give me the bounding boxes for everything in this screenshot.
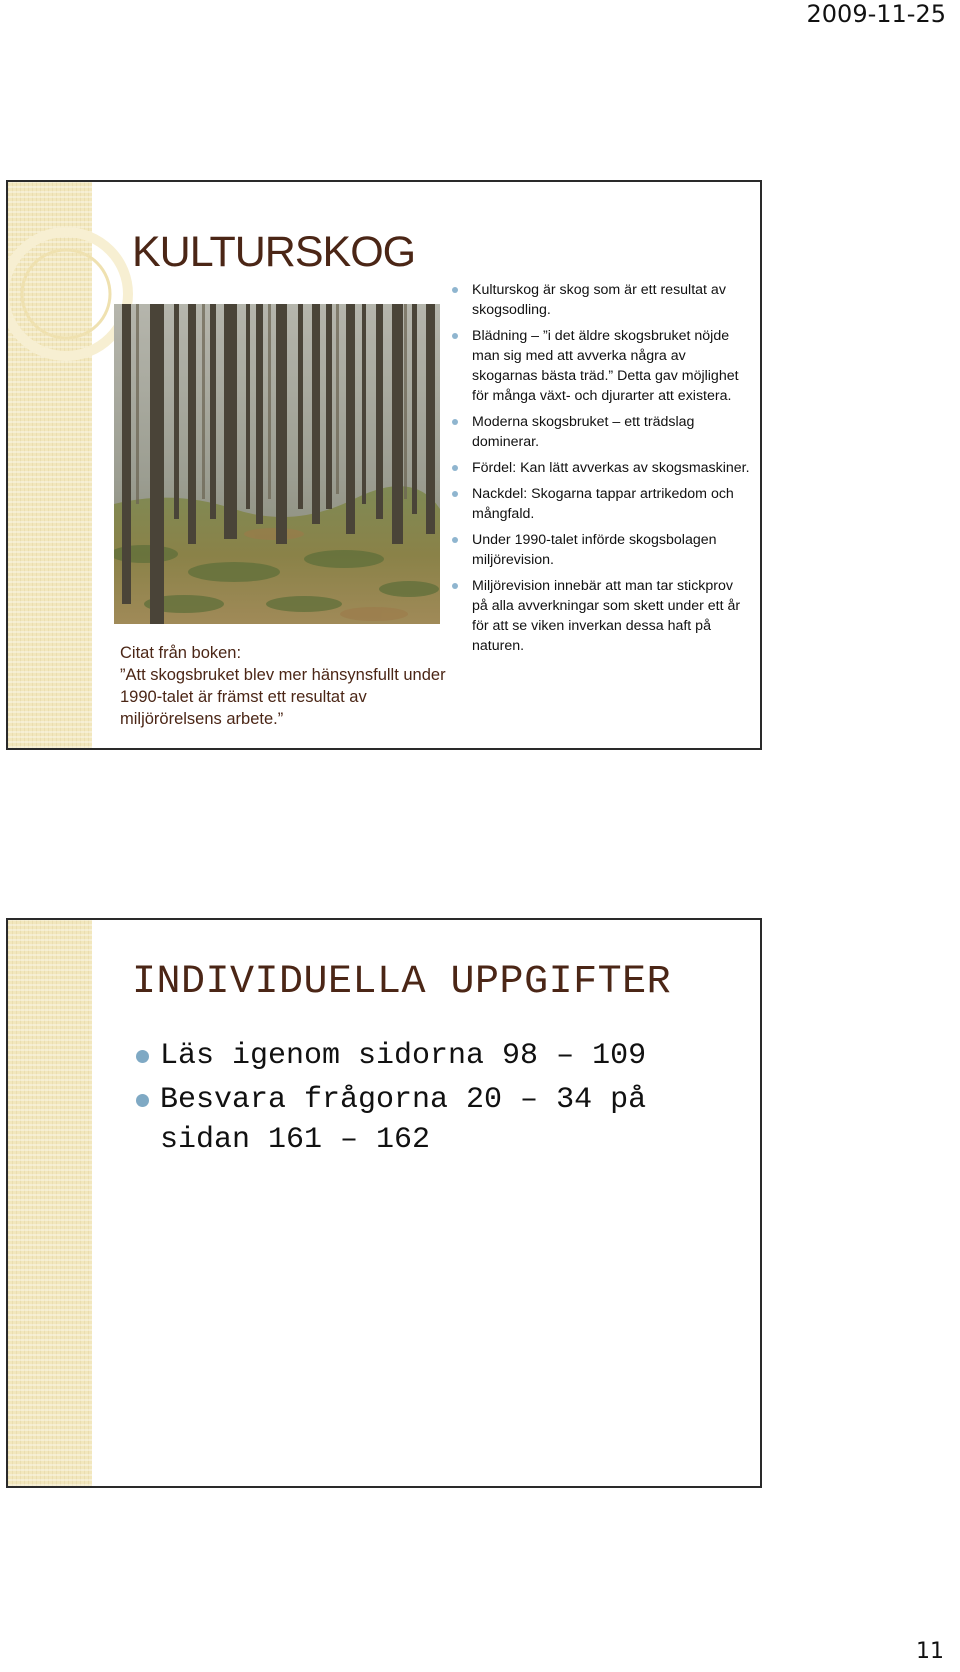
bullet-item: Kulturskog är skog som är ett resultat av skogsodling.	[452, 280, 752, 320]
bullet-item: Moderna skogsbruket – ett trädslag dominerar.	[452, 412, 752, 452]
bullet-item: Under 1990-talet införde skogsbolagen miljörevision.	[452, 530, 752, 570]
task-list	[136, 1036, 746, 1164]
quote-label: Citat från boken:	[120, 644, 242, 662]
page-number: 11	[916, 1639, 944, 1664]
bullet-item: Blädning – ”i det äldre skogsbruket nöjde man sig med att avverka några av skogarnas bästa träd.” Detta gav möjlighet för många växt- och djurarter att existera.	[452, 326, 752, 406]
forest-photo	[114, 304, 440, 624]
task-item: Besvara frågorna 20 – 34 på sidan 161 – 162	[136, 1080, 746, 1160]
slide-kulturskog	[6, 180, 762, 750]
bullet-item: Miljörevision innebär att man tar stickprov på alla avverkningar som skett under ett år för att se viken inverkan dessa haft på naturen.	[452, 576, 752, 656]
slide-individuella-uppgifter	[6, 918, 762, 1488]
slide-title: INDIVIDUELLA UPPGIFTER	[132, 960, 672, 1005]
header-date: 2009-11-25	[806, 0, 946, 28]
bullet-item: Nackdel: Skogarna tappar artrikedom och mångfald.	[452, 484, 752, 524]
quote-text: ”Att skogsbruket blev mer hänsynsfullt under 1990-talet är främst ett resultat av miljörörelsens arbete.”	[120, 666, 446, 728]
task-item: Läs igenom sidorna 98 – 109	[136, 1036, 746, 1076]
bullet-item: Fördel: Kan lätt avverkas av skogsmaskiner.	[452, 458, 752, 478]
slide-side-band	[8, 920, 92, 1486]
bullet-list	[452, 280, 752, 662]
slide-title: KULTURSKOG	[132, 228, 416, 276]
book-quote	[120, 642, 450, 730]
